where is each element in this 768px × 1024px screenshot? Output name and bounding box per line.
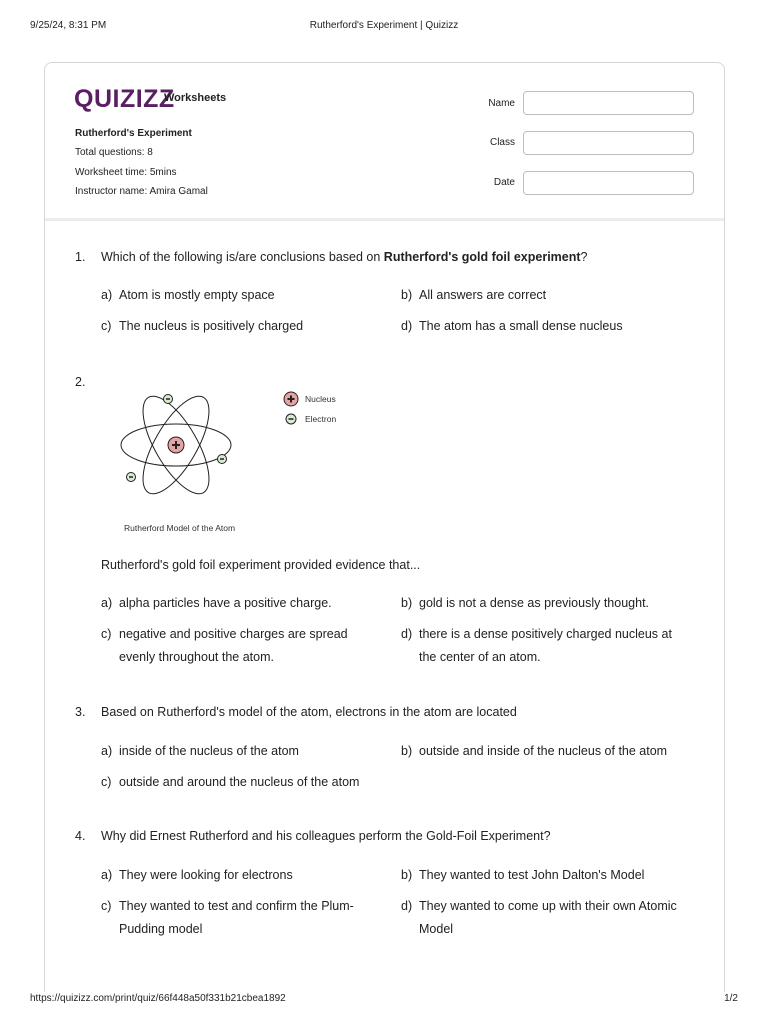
option-text: inside of the nucleus of the atom [119, 744, 299, 758]
option-c[interactable] [101, 623, 371, 669]
option-letter: c) [101, 899, 112, 913]
print-datetime: 9/25/24, 8:31 PM [30, 20, 107, 31]
option-letter: b) [401, 868, 413, 882]
option-text: there is a dense positively charged nucleus at the center of an atom. [419, 627, 672, 664]
option-text: negative and positive charges are spread evenly throughout the atom. [119, 627, 348, 664]
option-d[interactable] [401, 895, 691, 941]
option-letter: a) [101, 868, 113, 882]
option-letter: b) [401, 288, 413, 302]
atom-model-figure [115, 388, 395, 518]
option-letter: d) [401, 319, 413, 333]
option-d[interactable] [401, 623, 691, 669]
question-text: Based on Rutherford's model of the atom, electrons in the atom are located [101, 705, 517, 719]
electron-icon [218, 455, 227, 464]
option-text: They wanted to come up with their own Atomic Model [419, 899, 677, 936]
date-field[interactable] [523, 171, 694, 195]
quizizz-logo: QUIZIZZ [74, 85, 175, 113]
worksheet-time: Worksheet time: 5mins [75, 167, 177, 178]
total-questions: Total questions: 8 [75, 147, 153, 158]
question-number: 2. [75, 375, 86, 389]
option-letter: a) [101, 744, 113, 758]
question-number: 3. [75, 705, 86, 719]
legend-electron-icon [286, 414, 296, 424]
option-text: outside and around the nucleus of the atom [119, 775, 360, 789]
option-text: They wanted to test and confirm the Plum-Pudding model [119, 899, 354, 936]
question-number: 1. [75, 250, 86, 264]
option-letter: b) [401, 596, 413, 610]
page-url: https://quizizz.com/print/quiz/66f448a50f331b21cbea1892 [30, 993, 286, 1004]
name-field[interactable] [523, 91, 694, 115]
question-text: Why did Ernest Rutherford and his colleagues perform the Gold-Foil Experiment? [101, 829, 551, 843]
figure-caption: Rutherford Model of the Atom [124, 523, 236, 533]
legend-electron-label: Electron [305, 414, 337, 424]
electron-icon [127, 473, 136, 482]
option-b[interactable] [401, 864, 701, 887]
electron-icon [164, 395, 173, 404]
option-letter: a) [101, 288, 113, 302]
option-text: The atom has a small dense nucleus [419, 319, 623, 333]
option-text: They wanted to test John Dalton's Model [419, 868, 645, 882]
question-text-bold: Rutherford's gold foil experiment [383, 250, 581, 264]
option-d[interactable] [401, 315, 701, 338]
option-text: gold is not a dense as previously thought. [419, 596, 650, 610]
print-footer [30, 993, 738, 1007]
option-text: All answers are correct [419, 288, 547, 302]
option-a[interactable] [101, 740, 391, 763]
option-a[interactable] [101, 284, 391, 307]
option-text: They were looking for electrons [119, 868, 293, 882]
class-label: Class [489, 137, 515, 148]
option-b[interactable] [401, 284, 701, 307]
option-letter: d) [401, 899, 413, 913]
option-a[interactable] [101, 864, 391, 887]
option-a[interactable] [101, 592, 391, 615]
question-text: Rutherford's gold foil experiment provided evidence that... [101, 558, 421, 572]
option-c[interactable] [101, 771, 391, 794]
option-b[interactable] [401, 740, 701, 763]
print-header [30, 20, 738, 34]
date-label: Date [493, 177, 515, 188]
question-text-part: ? [580, 250, 588, 264]
worksheet-header [45, 63, 724, 221]
print-title: Rutherford's Experiment | Quizizz [309, 20, 459, 31]
question-text [101, 250, 588, 264]
logo-subtitle: Worksheets [164, 92, 227, 104]
option-letter: a) [101, 596, 113, 610]
option-letter: c) [101, 775, 112, 789]
name-label: Name [488, 98, 515, 109]
option-text: Atom is mostly empty space [119, 288, 275, 302]
class-field[interactable] [523, 131, 694, 155]
option-c[interactable] [101, 895, 371, 941]
page-number: 1/2 [724, 993, 738, 1004]
option-c[interactable] [101, 315, 391, 338]
worksheet-card [44, 62, 725, 992]
option-letter: c) [101, 627, 112, 641]
option-text: outside and inside of the nucleus of the atom [419, 744, 668, 758]
legend-nucleus-icon [284, 392, 298, 406]
question-number: 4. [75, 829, 86, 843]
worksheet-title: Rutherford's Experiment [75, 128, 192, 139]
legend-nucleus-label: Nucleus [305, 394, 336, 404]
option-letter: c) [101, 319, 112, 333]
option-letter: b) [401, 744, 413, 758]
option-text: The nucleus is positively charged [119, 319, 304, 333]
nucleus-icon [168, 437, 184, 453]
option-b[interactable] [401, 592, 701, 615]
question-text-part: Which of the following is/are conclusions based on [101, 250, 384, 264]
option-text: alpha particles have a positive charge. [119, 596, 332, 610]
instructor-name: Instructor name: Amira Gamal [75, 186, 208, 197]
option-letter: d) [401, 627, 413, 641]
